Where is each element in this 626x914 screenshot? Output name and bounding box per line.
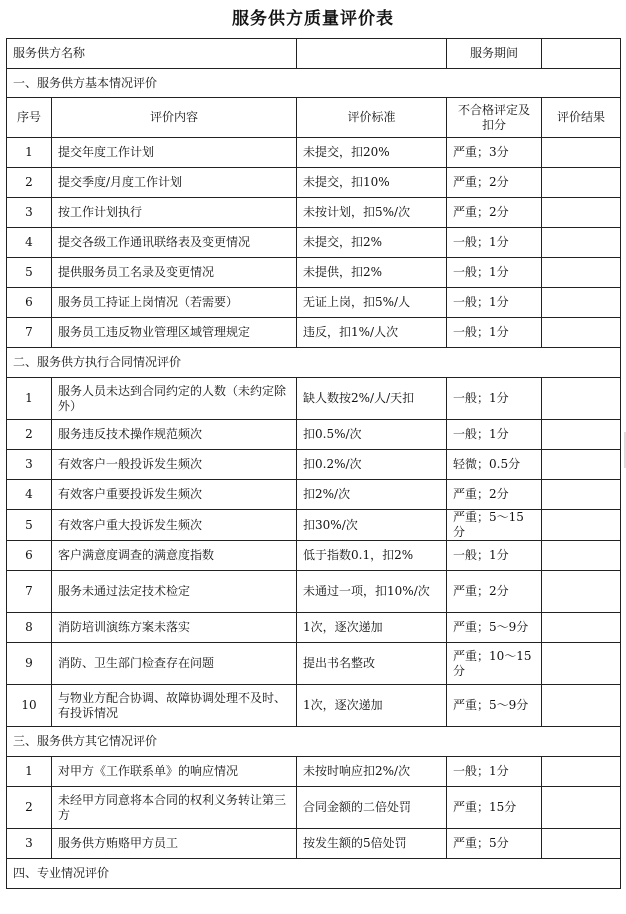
row-no: 9 <box>7 643 52 685</box>
page-title: 服务供方质量评价表 <box>232 9 394 29</box>
row-no: 4 <box>7 480 52 510</box>
row-standard: 扣0.5%/次 <box>297 420 447 450</box>
row-content: 有效客户重大投诉发生频次 <box>52 510 297 541</box>
row-deduct: 一般；1分 <box>447 541 542 571</box>
row-result[interactable] <box>542 420 621 450</box>
table-row <box>7 450 621 480</box>
table-row <box>7 787 621 829</box>
row-no: 7 <box>7 571 52 613</box>
row-deduct: 一般；1分 <box>447 258 542 288</box>
row-no: 3 <box>7 829 52 859</box>
row-no: 6 <box>7 541 52 571</box>
period-value[interactable] <box>542 39 621 69</box>
row-result[interactable] <box>542 450 621 480</box>
evaluation-table <box>6 38 621 889</box>
row-standard: 未提交，扣2% <box>297 228 447 258</box>
table-row <box>7 198 621 228</box>
row-content: 服务员工持证上岗情况（若需要） <box>52 288 297 318</box>
row-content: 消防培训演练方案未落实 <box>52 613 297 643</box>
supplier-info-row <box>7 39 621 69</box>
row-standard: 扣0.2%/次 <box>297 450 447 480</box>
row-deduct: 严重；5～9分 <box>447 685 542 727</box>
row-standard: 未提供，扣2% <box>297 258 447 288</box>
row-no: 8 <box>7 613 52 643</box>
row-content: 提交季度/月度工作计划 <box>52 168 297 198</box>
row-result[interactable] <box>542 685 621 727</box>
row-standard: 未提交，扣20% <box>297 138 447 168</box>
row-deduct: 严重；10～15分 <box>447 643 542 685</box>
table-row <box>7 757 621 787</box>
row-deduct: 严重；15分 <box>447 787 542 829</box>
row-deduct: 一般；1分 <box>447 288 542 318</box>
row-no: 3 <box>7 450 52 480</box>
row-deduct: 严重；2分 <box>447 480 542 510</box>
section-title: 一、服务供方基本情况评价 <box>7 69 621 98</box>
row-standard: 缺人数按2%/人/天扣 <box>297 378 447 420</box>
row-result[interactable] <box>542 480 621 510</box>
row-standard: 1次，逐次递加 <box>297 613 447 643</box>
table-row <box>7 168 621 198</box>
row-content: 服务员工违反物业管理区域管理规定 <box>52 318 297 348</box>
row-content: 有效客户一般投诉发生频次 <box>52 450 297 480</box>
period-label: 服务期间 <box>447 39 542 69</box>
row-content: 服务未通过法定技术检定 <box>52 571 297 613</box>
table-row <box>7 480 621 510</box>
section-title: 四、专业情况评价 <box>7 859 621 889</box>
row-result[interactable] <box>542 541 621 571</box>
header-standard: 评价标准 <box>297 98 447 138</box>
row-standard: 提出书名整改 <box>297 643 447 685</box>
row-standard: 未提交，扣10% <box>297 168 447 198</box>
row-standard: 未按时响应扣2%/次 <box>297 757 447 787</box>
row-result[interactable] <box>542 318 621 348</box>
row-deduct: 严重；5～9分 <box>447 613 542 643</box>
row-no: 7 <box>7 318 52 348</box>
row-standard: 合同金额的二倍处罚 <box>297 787 447 829</box>
row-deduct: 严重；2分 <box>447 198 542 228</box>
row-no: 1 <box>7 138 52 168</box>
table-row <box>7 288 621 318</box>
section-title-row <box>7 348 621 378</box>
header-no: 序号 <box>7 98 52 138</box>
row-standard: 扣30%/次 <box>297 510 447 541</box>
row-result[interactable] <box>542 378 621 420</box>
row-standard: 按发生额的5倍处罚 <box>297 829 447 859</box>
row-content: 服务供方贿赂甲方员工 <box>52 829 297 859</box>
row-no: 1 <box>7 378 52 420</box>
row-result[interactable] <box>542 787 621 829</box>
header-result: 评价结果 <box>542 98 621 138</box>
row-no: 3 <box>7 198 52 228</box>
row-result[interactable] <box>542 510 621 541</box>
row-deduct: 严重；5～15分 <box>447 510 542 541</box>
row-content: 未经甲方同意将本合同的权利义务转让第三方 <box>52 787 297 829</box>
section-title-row <box>7 727 621 757</box>
header-deduct: 不合格评定及扣分 <box>447 98 542 138</box>
row-deduct: 一般；1分 <box>447 420 542 450</box>
row-result[interactable] <box>542 258 621 288</box>
row-no: 2 <box>7 168 52 198</box>
supplier-name-value[interactable] <box>297 39 447 69</box>
section-title: 二、服务供方执行合同情况评价 <box>7 348 621 378</box>
row-deduct: 严重；5分 <box>447 829 542 859</box>
section-title-row <box>7 859 621 889</box>
header-row <box>7 98 621 138</box>
row-result[interactable] <box>542 757 621 787</box>
table-row <box>7 571 621 613</box>
row-deduct: 一般；1分 <box>447 228 542 258</box>
row-content: 消防、卫生部门检查存在问题 <box>52 643 297 685</box>
row-standard: 扣2%/次 <box>297 480 447 510</box>
table-row <box>7 510 621 541</box>
table-row <box>7 643 621 685</box>
row-result[interactable] <box>542 198 621 228</box>
table-row <box>7 829 621 859</box>
row-result[interactable] <box>542 643 621 685</box>
table-row <box>7 541 621 571</box>
section-title: 三、服务供方其它情况评价 <box>7 727 621 757</box>
row-no: 1 <box>7 757 52 787</box>
row-result[interactable] <box>542 138 621 168</box>
row-no: 5 <box>7 510 52 541</box>
row-no: 6 <box>7 288 52 318</box>
table-row <box>7 258 621 288</box>
row-result[interactable] <box>542 168 621 198</box>
row-standard: 低于指数0.1，扣2% <box>297 541 447 571</box>
row-deduct: 轻微；0.5分 <box>447 450 542 480</box>
row-result[interactable] <box>542 288 621 318</box>
table-row <box>7 318 621 348</box>
row-standard: 1次，逐次递加 <box>297 685 447 727</box>
row-deduct: 一般；1分 <box>447 378 542 420</box>
row-content: 有效客户重要投诉发生频次 <box>52 480 297 510</box>
row-no: 2 <box>7 787 52 829</box>
supplier-name-label: 服务供方名称 <box>13 46 86 60</box>
row-deduct: 严重；2分 <box>447 571 542 613</box>
table-row <box>7 138 621 168</box>
row-content: 与物业方配合协调、故障协调处理不及时、有投诉情况 <box>52 685 297 727</box>
row-standard: 未通过一项，扣10%/次 <box>297 571 447 613</box>
row-result[interactable] <box>542 571 621 613</box>
row-deduct: 严重；3分 <box>447 138 542 168</box>
row-deduct: 一般；1分 <box>447 318 542 348</box>
row-content: 服务人员未达到合同约定的人数（未约定除外） <box>52 378 297 420</box>
row-deduct: 严重；2分 <box>447 168 542 198</box>
header-content: 评价内容 <box>52 98 297 138</box>
row-result[interactable] <box>542 829 621 859</box>
table-row <box>7 378 621 420</box>
row-content: 对甲方《工作联系单》的响应情况 <box>52 757 297 787</box>
row-no: 4 <box>7 228 52 258</box>
row-no: 10 <box>7 685 52 727</box>
table-row <box>7 420 621 450</box>
row-content: 提供服务员工名录及变更情况 <box>52 258 297 288</box>
row-result[interactable] <box>542 613 621 643</box>
row-content: 提交年度工作计划 <box>52 138 297 168</box>
row-content: 提交各级工作通讯联络表及变更情况 <box>52 228 297 258</box>
table-row <box>7 228 621 258</box>
row-content: 服务违反技术操作规范频次 <box>52 420 297 450</box>
supplier-name-cell[interactable] <box>7 39 297 69</box>
table-row <box>7 685 621 727</box>
table-row <box>7 613 621 643</box>
row-no: 2 <box>7 420 52 450</box>
row-standard: 未按计划，扣5%/次 <box>297 198 447 228</box>
row-no: 5 <box>7 258 52 288</box>
row-standard: 无证上岗，扣5%/人 <box>297 288 447 318</box>
row-deduct: 一般；1分 <box>447 757 542 787</box>
section-title-row <box>7 69 621 98</box>
row-content: 客户满意度调查的满意度指数 <box>52 541 297 571</box>
row-content: 按工作计划执行 <box>52 198 297 228</box>
row-result[interactable] <box>542 228 621 258</box>
row-standard: 违反，扣1%/人次 <box>297 318 447 348</box>
